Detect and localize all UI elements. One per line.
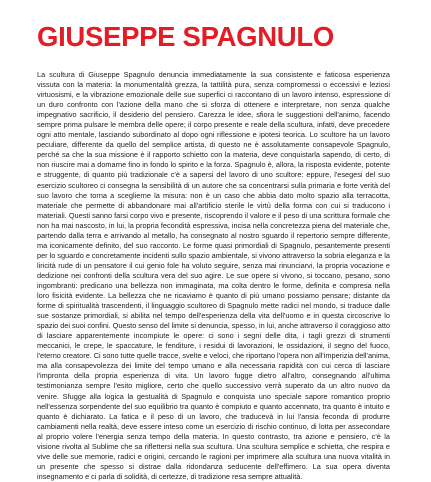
page-title: GIUSEPPE SPAGNULO: [37, 21, 334, 52]
body-paragraph: La scultura di Giuseppe Spagnulo denuncia immediatamente la sua consistente e faticosa esperienza vissuta con la materia: la monumentalità grezza, la tattilità pura, senza compromessi o eccessivi e leziosi virtuosismi, e la vibrazione emozionale delle sue superfici ci raccontano di un lavoro intenso, espressione di un duro confronto con l'azione della mano che si sforza di ottenere e interpretare, non senza qualche impegnativo sacrificio, il desiderio del pensiero. Carezza le idee, sfiora le suggestioni dell'animo, facendo sempre prima pulsare le membra delle opere; il corpo presente e reale della scultura, infatti, deve precedere ogni atto mentale, lasciando subordinato al dopo ogni riflessione e ipotesi teorica. Lo scultore ha un lavoro peculiare, differente da quello del semplice artista, di questo ne è assolutamente consapevole Spagnulo, perché sa che la sua missione è il rapporto schietto con la materia, deve conquistarla sapendo, di certo, di non riuscire mai a domarne fino in fondo lo spirito e la forza. Spagnulo è, allora, la risposta evidente, potente e struggente, di quanto più tradizionale c'è a sapersi del lavoro di uno scultore: eppure, l'esegesi del suo esercizio scultoreo ci consegna la sensibilità di un autore che sa concentrarsi sulla primaria e forte verità del suo lavoro che torna a sceglierne la misura: non è un caso che abbia dato molto spazio alla terracotta, materiale che permette di abbandonare mai all'artificio sterile le virtù della forma con cui si traducono i materiali. Questi sanno farsi corpo vivo e presente, riscoprendo il valore e il peso di una scrittura formale che non ha mai nascosto, in lui, la propria fecondità espressiva, incisa nella concretezza piena del materiale che, partendo dalla terra e arrivando al metallo, ha consegnato al nostro sguardo il repertorio sempre differente, ma iconicamente definito, del suo racconto. Le forme quasi primordiali di Spagnulo, pesantemente presenti per lo sguardo e concretamente incidenti sullo spazio ambientale, si vivono attraverso la sobria eleganza e la liricità rude di un pensatore il cui genio fole ha voluto seguire, senza mai rinunciarvi, la propria vocazione e dedizione nei confronti della scultura vera del suo agire. Le sue opere si vivono, si toccano, pesano, sono ingombranti: predicano una bellezza non immaginata, ma colta dentro le forme, definita e compresa nella loro fisicità evidente. La bellezza che ne ricaviamo è quanto di più umano possiamo pensare; distante da forme di spiritualità trascendenti, il linguaggio scultoreo di Spagnulo mette radici nel mondo, si traduce dalle sue sostanze primordiali, si abilita nel tempo dell'esperienza della vita dell'uomo e in questa circoscrive lo spazio dei suoi confini. Questo senso del limite si denuncia, spesso, in lui, anche attraverso il coraggioso atto di lasciare apparentemente incompiute le opere: ci sono i segni delle dita, i tagli grezzi di strumenti meccanici, le crepe, le spaccature, le fenditure, i residui di lavorazioni, le ossidazioni, il segno del fuoco, l'eterno creatore. Ci sono tutte quelle tracce, svelte e veloci, che riportano l'opera non all'imperizia dell'anima, ma alla consapevolezza dei limite del tempo umano e alla necessaria rapidità con cui cerca di lasciare l'impronta della propria esperienza di vita. Un lavoro fugge dietro all'altro, consegnando all'ultima testimonianza sempre l'esito migliore, certo che quello successivo verrà superato da un altro nuovo da venire. Sfugge alla logica la gestualità di Spagnulo e conquista uno speciale sapore romantico proprio nell'essenza sorpendente del suo equilibrio tra quanto è compiuto e quanto accennato, tra quanto è intuito e quanto è dichiarato. La fatica e il peso di un lavoro, che traducevà in lui l'ansia feconda di produrre cambiamenti nella realtà, deve essere inteso come un esercizio di rischio continuo, di lotta per assecondare al proprio volere l'energia senza tempo della materia. In questo contrasto, tra azione e pensiero, c'è la visione rivolta al Sublime che sa riflettersi nella sua scultura. Una scultura semplice e schietta, che respira e vive delle sue memorie, radici e origini, cercando le ragioni per imprimere alla scultura una nuova vitalità in un presente che spesso si distrae dalla ridondanza seducente dell'effimero. La sua opera diventa insegnamento e ci parla di solidità, di certezze, di tradizione resa sempre attualità.: [37, 70, 390, 481]
